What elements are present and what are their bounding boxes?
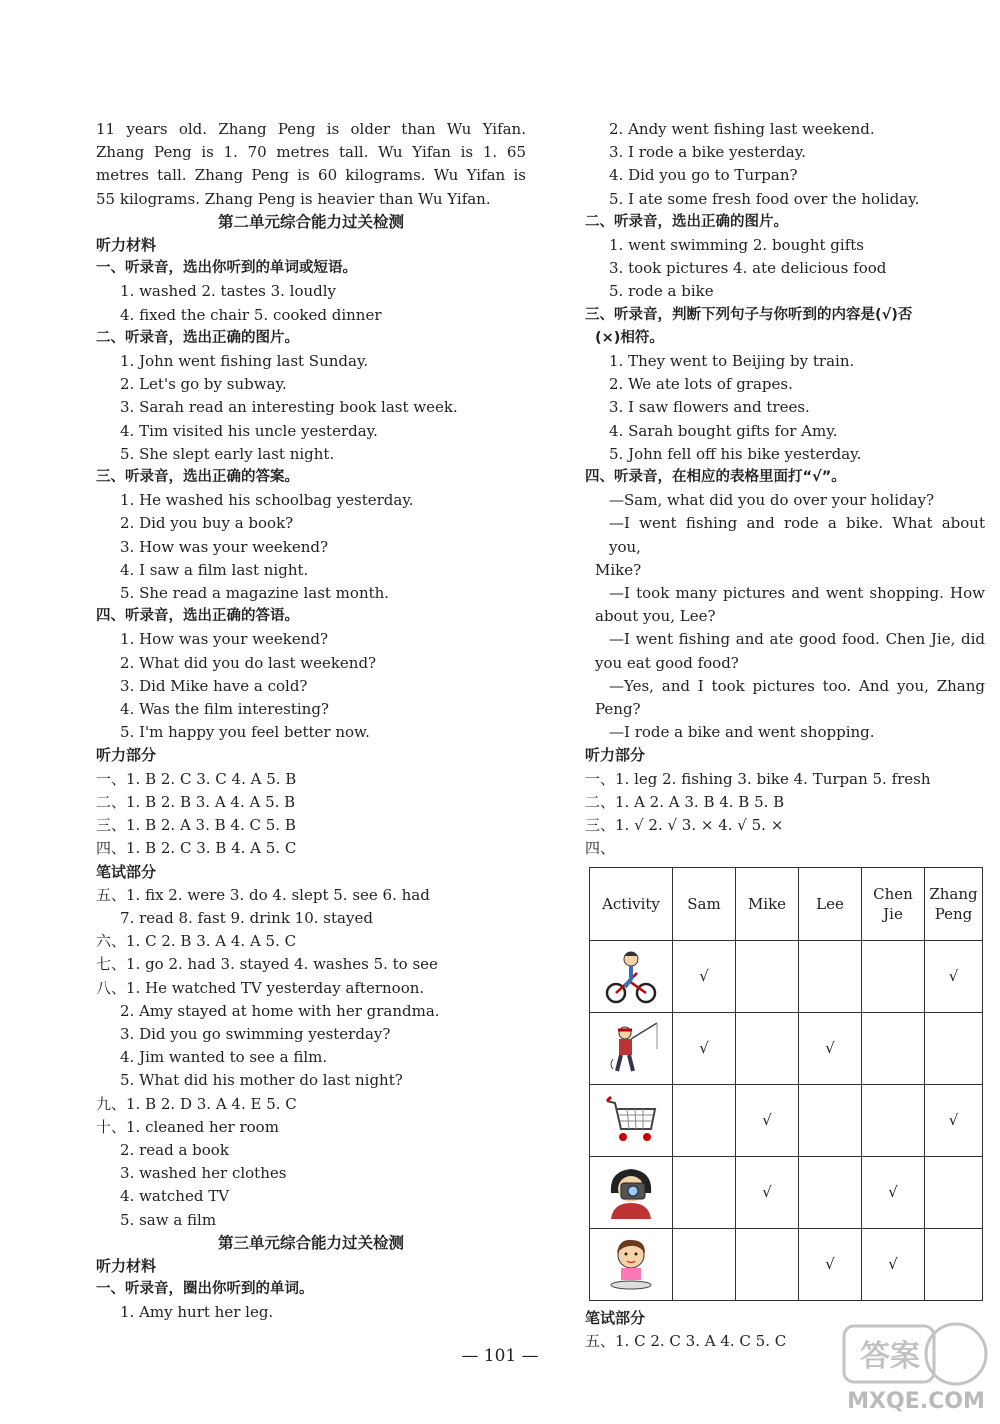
text-line: 5. She slept early last night. [120,444,335,463]
question-heading: 四、听录音，在相应的表格里面打“√”。 [585,469,846,486]
answer-line: 四、1. B 2. C 3. B 4. A 5. C [96,839,297,858]
answer-line: 九、1. B 2. D 3. A 4. E 5. C [96,1094,297,1113]
check-cell [799,1156,862,1228]
text-line: you eat good food? [595,653,739,672]
table-header-cell: Lee [799,867,862,940]
text-line: 3. I rode a bike yesterday. [609,143,806,162]
check-cell [862,1012,925,1084]
text-line: —I went fishing and rode a bike. What about you, [609,514,985,556]
text-line: 3. How was your weekend? [120,537,329,556]
question-heading: 二、听录音，选出正确的图片。 [96,329,299,346]
question-heading: 一、听录音，圈出你听到的单词。 [96,1281,314,1298]
text-line: —I rode a bike and went shopping. [609,723,875,742]
check-cell [736,940,799,1012]
paragraph-line: 11 years old. Zhang Peng is older than Wu Yifan. [96,120,526,138]
answer-line: 一、1. leg 2. fishing 3. bike 4. Turpan 5. fresh [585,769,931,788]
text-line: 2. What did you do last weekend? [120,653,377,672]
text-line: 3. washed her clothes [120,1164,287,1183]
section-heading: 第三单元综合能力过关检测 [217,1233,404,1252]
part-heading: 笔试部分 [585,1308,646,1327]
text-line: 1. He washed his schoolbag yesterday. [120,491,414,510]
paragraph-line: metres tall. Zhang Peng is 60 kilograms. Wu Yifan is [96,166,526,185]
answer-line: 二、1. A 2. A 3. B 4. B 5. B [585,792,785,811]
text-line: —Yes, and I took pictures too. And you, Zhang [609,676,985,695]
paragraph-line: Zhang Peng is 1. 70 metres tall. Wu Yifan is 1. 65 [96,143,526,162]
text-line: 5. I'm happy you feel better now. [120,723,370,742]
check-cell [925,1156,983,1228]
text-line: 3. Sarah read an interesting book last week. [120,398,458,417]
answer-line: 一、1. B 2. C 3. C 4. A 5. B [96,769,297,788]
text-line: 5. John fell off his bike yesterday. [609,444,862,463]
text-line: 7. read 8. fast 9. drink 10. stayed [120,908,373,927]
text-line: 5. I ate some fresh food over the holiday. [609,189,920,208]
page-number: — 101 — [461,1346,539,1366]
text-line: —I went fishing and ate good food. Chen Jie, did [609,630,985,649]
part-heading: 笔试部分 [96,862,157,881]
answer-line: 三、1. √ 2. √ 3. × 4. √ 5. × [585,816,784,835]
text-line: 2. Let's go by subway. [120,375,287,394]
table-header-cell: Chen Jie [862,867,925,940]
text-line: Peng? [595,700,641,719]
activity-picture-cell [590,1156,673,1228]
question-heading: 一、听录音，选出你听到的单词或短语。 [96,260,357,277]
check-cell: √ [736,1084,799,1156]
question-heading: 三、听录音，选出正确的答案。 [96,469,299,486]
activity-picture-cell [590,1012,673,1084]
table-row [590,940,983,1012]
check-cell: √ [673,1012,736,1084]
text-line: 4. Sarah bought gifts for Amy. [609,421,838,440]
check-cell: √ [862,1156,925,1228]
camera-person-icon [591,1163,671,1221]
text-line: 3. Did Mike have a cold? [120,676,308,695]
eating-girl-icon [591,1235,671,1293]
answer-line: 八、1. He watched TV yesterday afternoon. [96,978,425,997]
table-row [590,1012,983,1084]
answer-line: 二、1. B 2. B 3. A 4. A 5. B [96,792,296,811]
check-cell: √ [799,1012,862,1084]
question-heading: 四、听录音，选出正确的答语。 [96,608,299,625]
table-header-row [590,867,983,940]
text-line: 4. Jim wanted to see a film. [120,1048,328,1067]
text-line: 1. John went fishing last Sunday. [120,352,369,371]
part-heading: 听力材料 [96,1256,157,1275]
answer-line: 四、 [585,839,616,858]
text-line: 4. Did you go to Turpan? [609,166,798,185]
text-line: Mike? [595,560,642,579]
check-cell [799,1084,862,1156]
check-cell [925,1012,983,1084]
text-line: 4. Was the film interesting? [120,700,329,719]
part-heading: 听力材料 [96,236,157,255]
text-line: —I took many pictures and went shopping. How [609,584,985,603]
check-cell [736,1228,799,1300]
text-line: 2. Amy stayed at home with her grandma. [120,1001,440,1020]
text-line: 5. rode a bike [609,282,714,301]
text-line: 1. went swimming 2. bought gifts [609,236,864,255]
check-cell: √ [862,1228,925,1300]
text-line: 1. Amy hurt her leg. [120,1303,274,1322]
text-line: 2. We ate lots of grapes. [609,375,793,394]
text-line: 2. read a book [120,1140,229,1159]
table-row [590,1084,983,1156]
check-cell [925,1228,983,1300]
text-line: 5. saw a film [120,1210,217,1229]
table-row [590,1156,983,1228]
text-line: 4. I saw a film last night. [120,560,309,579]
check-cell: √ [925,1084,983,1156]
check-cell [673,1084,736,1156]
part-heading: 听力部分 [96,746,157,765]
section-heading: 第二单元综合能力过关检测 [217,212,404,231]
paragraph-line: 55 kilograms. Zhang Peng is heavier than Wu Yifan. [96,189,491,208]
text-line: 5. She read a magazine last month. [120,584,390,603]
check-cell: √ [736,1156,799,1228]
text-line: 3. Did you go swimming yesterday? [120,1024,391,1043]
activity-picture-cell [590,1228,673,1300]
activity-picture-cell [590,1084,673,1156]
check-cell [736,1012,799,1084]
check-cell [673,1228,736,1300]
shopping-cart-icon [591,1091,671,1149]
right-column [585,118,985,1353]
answer-line: 五、1. C 2. C 3. A 4. C 5. C [585,1331,787,1350]
part-heading: 听力部分 [585,746,646,765]
answer-line: 五、1. fix 2. were 3. do 4. slept 5. see 6. had [96,885,430,904]
table-header-cell: Sam [673,867,736,940]
text-line: 2. Did you buy a book? [120,514,294,533]
check-cell: √ [799,1228,862,1300]
text-line: 5. What did his mother do last night? [120,1071,403,1090]
answer-line: 七、1. go 2. had 3. stayed 4. washes 5. to see [96,955,438,974]
watermark-logo [836,1312,996,1420]
text-line: —Sam, what did you do over your holiday? [609,491,935,510]
svg-text:答案: 答案 [860,1339,920,1374]
check-cell [673,1156,736,1228]
question-heading: 二、听录音，选出正确的图片。 [585,213,788,230]
left-column [96,118,526,1325]
activity-picture-cell [590,940,673,1012]
check-cell [799,940,862,1012]
text-line: 3. I saw flowers and trees. [609,398,810,417]
check-cell [862,940,925,1012]
text-line: 1. washed 2. tastes 3. loudly [120,282,337,301]
text-line: about you, Lee? [595,607,716,626]
activity-table [589,867,983,1301]
answer-line: 三、1. B 2. A 3. B 4. C 5. B [96,816,296,835]
check-cell: √ [925,940,983,1012]
table-row [590,1228,983,1300]
text-line: 1. How was your weekend? [120,630,329,649]
table-header-cell: Zhang Peng [925,867,983,940]
table-header-cell: Activity [590,867,673,940]
text-line: 3. took pictures 4. ate delicious food [609,259,887,278]
text-line: 1. They went to Beijing by train. [609,352,855,371]
fishing-boy-icon [591,1019,671,1077]
answer-line: 六、1. C 2. B 3. A 4. A 5. C [96,932,297,951]
text-line: 4. Tim visited his uncle yesterday. [120,421,378,440]
text-line: 4. fixed the chair 5. cooked dinner [120,305,382,324]
check-cell: √ [673,940,736,1012]
text-line: 2. Andy went fishing last weekend. [609,120,875,138]
table-header-cell: Mike [736,867,799,940]
bike-rider-icon [591,947,671,1005]
check-cell [862,1084,925,1156]
svg-text:MXQE.COM: MXQE.COM [847,1389,985,1414]
answer-line: 十、1. cleaned her room [96,1117,279,1136]
text-line: 4. watched TV [120,1187,230,1206]
question-heading: 三、听录音，判断下列句子与你听到的内容是(√)否 [585,306,913,323]
question-heading: (×)相符。 [595,329,664,346]
